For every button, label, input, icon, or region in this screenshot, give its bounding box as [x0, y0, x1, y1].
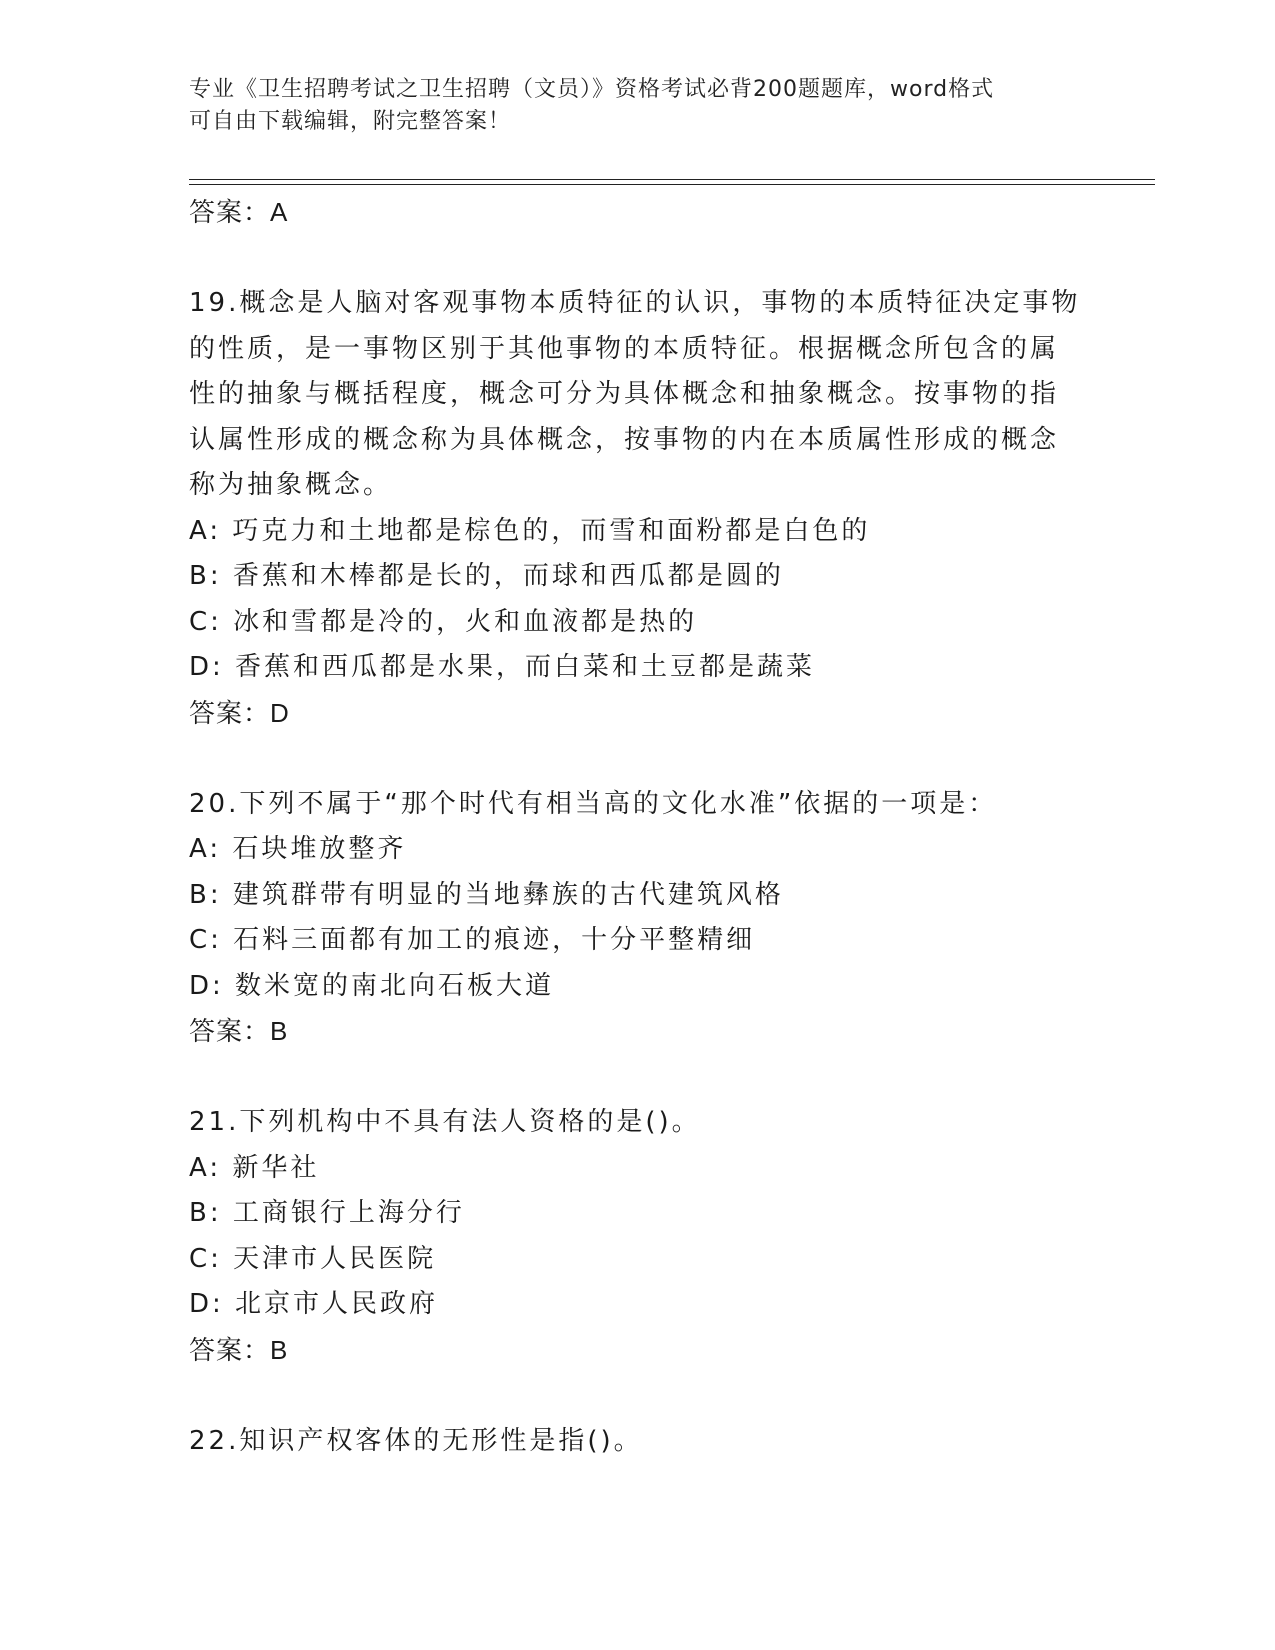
question-stem-line: 称为抽象概念。: [189, 470, 393, 500]
header-rule-bottom: [189, 184, 1155, 185]
option-c: C: 天津市人民医院: [189, 1243, 437, 1274]
question-stem-line: 21.下列机构中不具有法人资格的是()。: [189, 1107, 701, 1137]
question-21: [189, 1100, 1089, 1373]
option-d: D: 香蕉和西瓜都是水果，而白菜和土豆都是蔬菜: [189, 652, 816, 682]
option-b: B: 工商银行上海分行: [189, 1198, 465, 1228]
header-rule-top: [189, 179, 1155, 180]
question-20: [189, 782, 1089, 1055]
option-c: C: 石料三面都有加工的痕迹，十分平整精细: [189, 925, 756, 955]
option-b: B: 香蕉和木棒都是长的，而球和西瓜都是圆的: [189, 561, 784, 591]
spacer: [189, 1055, 1089, 1101]
spacer: [189, 236, 1089, 282]
question-answer: 答案：D: [189, 697, 290, 728]
spacer: [189, 736, 1089, 782]
option-d: D: 北京市人民政府: [189, 1289, 439, 1319]
header-title-line-1: 专业《卫生招聘考试之卫生招聘（文员）》资格考试必背200题题库，word格式: [189, 77, 995, 102]
question-stem-line: 20.下列不属于“那个时代有相当高的文化水准”依据的一项是：: [189, 788, 998, 819]
question-answer: 答案：B: [189, 1016, 289, 1046]
question-answer: 答案：B: [189, 1334, 289, 1365]
spacer: [189, 1373, 1089, 1419]
option-d: D: 数米宽的南北向石板大道: [189, 970, 555, 1001]
previous-answer: 答案：A: [189, 197, 289, 227]
option-b: B: 建筑群带有明显的当地彝族的古代建筑风格: [189, 879, 784, 910]
question-19: [189, 281, 1089, 736]
option-a: A: 新华社: [189, 1152, 320, 1183]
document-header: [189, 74, 1069, 138]
option-a: A: 巧克力和土地都是棕色的，而雪和面粉都是白色的: [189, 515, 871, 546]
option-a: A: 石块堆放整齐: [189, 834, 407, 864]
question-stem-line: 的性质，是一事物区别于其他事物的本质特征。根据概念所包含的属: [189, 333, 1060, 364]
question-stem-line: 性的抽象与概括程度，概念可分为具体概念和抽象概念。按事物的指: [189, 379, 1060, 409]
header-title-line-2: 可自由下载编辑，附完整答案！: [189, 109, 512, 134]
question-stem-line: 22.知识产权客体的无形性是指()。: [189, 1425, 643, 1456]
question-22: [189, 1419, 1089, 1465]
option-c: C: 冰和雪都是冷的，火和血液都是热的: [189, 606, 698, 637]
document-body: [189, 190, 1089, 1464]
question-stem-line: 19.概念是人脑对客观事物本质特征的认识，事物的本质特征决定事物: [189, 288, 1081, 318]
question-stem-line: 认属性形成的概念称为具体概念，按事物的内在本质属性形成的概念: [189, 424, 1060, 455]
